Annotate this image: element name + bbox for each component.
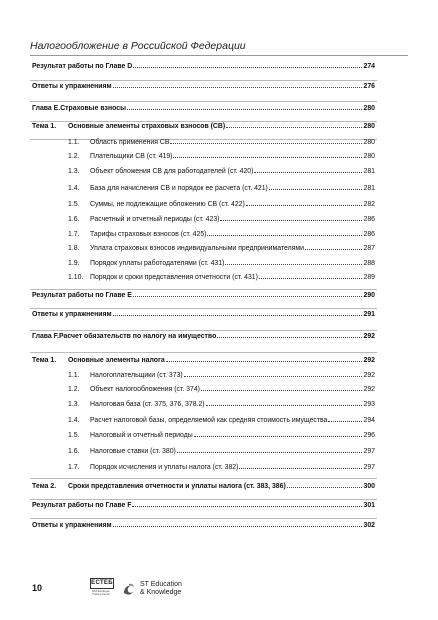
toc-page-number: 281 bbox=[363, 185, 375, 192]
toc-page-number: 274 bbox=[363, 63, 375, 70]
toc-entry-sub[interactable] bbox=[68, 414, 375, 426]
toc-entry-number: Глава F. bbox=[32, 333, 60, 340]
toc-dot-leader bbox=[287, 480, 362, 488]
toc-entry-title: Налогоплательщики (ст. 373) bbox=[90, 372, 183, 379]
training-center-logo-caption: ESS Employee Training Center bbox=[92, 590, 110, 596]
toc-entry-sub[interactable] bbox=[68, 228, 375, 240]
toc-page-number: 281 bbox=[363, 168, 375, 175]
toc-dot-leader bbox=[113, 519, 362, 527]
toc-page-number: 292 bbox=[363, 386, 375, 393]
toc-entry-chapter[interactable] bbox=[32, 102, 375, 114]
toc-page-number: 293 bbox=[363, 401, 375, 408]
toc-entry-summary[interactable] bbox=[32, 60, 375, 72]
toc-dot-leader bbox=[113, 80, 362, 88]
toc-page-number: 291 bbox=[363, 311, 375, 318]
toc-page-number: 297 bbox=[363, 464, 375, 471]
toc-entry-sub[interactable] bbox=[68, 369, 375, 381]
toc-entry-number: 1.3. bbox=[68, 168, 80, 175]
toc-entry-number: 1.2. bbox=[68, 153, 80, 160]
toc-entry-sub[interactable] bbox=[68, 445, 375, 457]
toc-entry-number: 1.5. bbox=[68, 201, 80, 208]
toc-entry-title: База для начисления СВ и порядок ее расчета (ст. 421) bbox=[90, 185, 268, 192]
toc-entry-number: Глава E. bbox=[32, 105, 61, 112]
toc-entry-summary[interactable] bbox=[32, 289, 375, 301]
toc-entry-summary[interactable] bbox=[32, 308, 375, 320]
toc-entry-sub[interactable] bbox=[68, 242, 375, 254]
toc-entry-number: 1.2. bbox=[68, 386, 80, 393]
toc-entry-title: Ответы к упражнениям bbox=[32, 311, 112, 318]
training-center-logo bbox=[90, 578, 112, 600]
toc-entry-title: Результат работы по Главе E bbox=[32, 292, 132, 299]
toc-dot-leader bbox=[246, 198, 362, 206]
toc-entry-topic[interactable] bbox=[32, 354, 375, 366]
toc-entry-chapter[interactable] bbox=[32, 330, 375, 342]
toc-entry-title: Область применения СВ bbox=[90, 139, 170, 146]
toc-dot-leader bbox=[226, 120, 362, 128]
toc-entry-title: Ответы к упражнениям bbox=[32, 522, 112, 529]
running-header: Налогообложение в Российской Федерации bbox=[30, 40, 246, 52]
toc-entry-topic[interactable] bbox=[32, 480, 375, 492]
toc-entry-title: Расчетный и отчетный периоды (ст. 423) bbox=[90, 216, 220, 223]
st-education-line1: ST Education bbox=[140, 581, 182, 588]
toc-page-number: 287 bbox=[363, 245, 375, 252]
toc-entry-title: Расчет налоговой базы, определяемой как средняя стоимость имущества bbox=[90, 417, 328, 424]
toc-entry-number: Тема 1. bbox=[32, 357, 57, 364]
toc-page-number: 289 bbox=[363, 274, 375, 281]
toc-entry-title: Плательщики СВ (ст. 419) bbox=[90, 153, 173, 160]
toc-dot-leader bbox=[166, 354, 362, 362]
toc-entry-sub[interactable] bbox=[68, 198, 375, 210]
toc-page-number: 276 bbox=[363, 83, 375, 90]
toc-entry-number: 1.7. bbox=[68, 231, 80, 238]
toc-entry-title: Порядок и сроки представления отчетности (ст. 431) bbox=[90, 274, 258, 281]
toc-dot-leader bbox=[207, 228, 362, 236]
toc-dot-leader bbox=[132, 499, 362, 507]
toc-dot-leader bbox=[177, 445, 362, 453]
toc-entry-title: Налоговые ставки (ст. 380) bbox=[90, 448, 176, 455]
toc-entry-title: Суммы, не подлежащие обложению СВ (ст. 422) bbox=[90, 201, 245, 208]
toc-entry-sub[interactable] bbox=[68, 271, 375, 283]
toc-entry-title: Страховые взносы bbox=[60, 105, 126, 112]
toc-entry-title: Тарифы страховых взносов (ст. 425) bbox=[90, 231, 207, 238]
training-center-logo-text: ЕСТЕБ bbox=[90, 578, 114, 589]
toc-page-number: 280 bbox=[363, 153, 375, 160]
toc-entry-title: Налоговый и отчетный периоды bbox=[90, 432, 193, 439]
toc-entry-summary[interactable] bbox=[32, 519, 375, 531]
toc-dot-leader bbox=[173, 150, 362, 158]
toc-dot-leader bbox=[269, 182, 362, 190]
toc-entry-sub[interactable] bbox=[68, 213, 375, 225]
toc-entry-number: 1.10. bbox=[68, 274, 84, 281]
toc-entry-number: 1.6. bbox=[68, 448, 80, 455]
toc-page-number: 288 bbox=[363, 260, 375, 267]
page-footer bbox=[30, 574, 408, 604]
toc-dot-leader bbox=[170, 136, 362, 144]
toc-dot-leader bbox=[184, 369, 362, 377]
toc-entry-title: Порядок уплаты работодателями (ст. 431) bbox=[90, 260, 225, 267]
toc-dot-leader bbox=[133, 60, 362, 68]
toc-page-number: 292 bbox=[363, 333, 375, 340]
toc-entry-title: Объект обложения СВ для работодателей (ст. 420) bbox=[90, 168, 254, 175]
toc-entry-number: 1.1. bbox=[68, 372, 80, 379]
toc-entry-title: Расчет обязательств по налогу на имущество bbox=[59, 333, 217, 340]
toc-entry-sub[interactable] bbox=[68, 383, 375, 395]
toc-entry-topic[interactable] bbox=[32, 120, 375, 132]
toc-page-number: 294 bbox=[363, 417, 375, 424]
toc-entry-summary[interactable] bbox=[32, 80, 375, 92]
st-education-mark-icon bbox=[122, 582, 136, 596]
st-education-logo bbox=[122, 578, 182, 600]
toc-page-number: 300 bbox=[363, 483, 375, 490]
toc-dot-leader bbox=[217, 330, 362, 338]
toc-entry-number: 1.6. bbox=[68, 216, 80, 223]
toc-entry-number: 1.4. bbox=[68, 417, 80, 424]
toc-dot-leader bbox=[194, 429, 362, 437]
toc-entry-number: 1.1. bbox=[68, 139, 80, 146]
toc-entry-number: 1.3. bbox=[68, 401, 80, 408]
st-education-line2: & Knowledge bbox=[140, 589, 182, 596]
toc-entry-sub[interactable] bbox=[68, 429, 375, 441]
toc-page-number: 280 bbox=[363, 105, 375, 112]
toc-page-number: 301 bbox=[363, 502, 375, 509]
toc-page-number: 286 bbox=[363, 216, 375, 223]
toc-dot-leader bbox=[113, 308, 362, 316]
toc-dot-leader bbox=[305, 242, 362, 250]
section-divider bbox=[30, 352, 377, 353]
toc-dot-leader bbox=[254, 165, 362, 173]
toc-entry-sub[interactable] bbox=[68, 182, 375, 194]
toc-page-number: 286 bbox=[363, 231, 375, 238]
toc-dot-leader bbox=[259, 271, 362, 279]
toc-entry-sub[interactable] bbox=[68, 150, 375, 162]
toc-entry-title: Ответы к упражнениям bbox=[32, 83, 112, 90]
toc-entry-title: Основные элементы налога bbox=[68, 357, 165, 364]
toc-entry-number: 1.5. bbox=[68, 432, 80, 439]
toc-page-number: 292 bbox=[363, 357, 375, 364]
toc-page-number: 280 bbox=[363, 123, 375, 130]
section-divider bbox=[30, 478, 377, 479]
toc-page-number: 297 bbox=[363, 448, 375, 455]
toc-entry-sub[interactable] bbox=[68, 398, 375, 410]
toc-entry-sub[interactable] bbox=[68, 461, 375, 473]
toc-dot-leader bbox=[225, 257, 362, 265]
toc-entry-title: Объект налогообложения (ст. 374) bbox=[90, 386, 200, 393]
toc-dot-leader bbox=[220, 213, 362, 221]
toc-entry-number: Тема 2. bbox=[32, 483, 57, 490]
toc-entry-number: Тема 1. bbox=[32, 123, 57, 130]
toc-entry-title: Уплата страховых взносов индивидуальными предпринимателями bbox=[90, 245, 304, 252]
toc-entry-title: Результат работы по Главе D bbox=[32, 63, 133, 70]
toc-page-number: 280 bbox=[363, 139, 375, 146]
toc-dot-leader bbox=[328, 414, 362, 422]
toc-dot-leader bbox=[239, 461, 362, 469]
toc-entry-sub[interactable] bbox=[68, 165, 375, 177]
toc-page-number: 292 bbox=[363, 372, 375, 379]
toc-entry-number: 1.9. bbox=[68, 260, 80, 267]
toc-entry-title: Сроки представления отчетности и уплаты налога (ст. 383, 386) bbox=[68, 483, 286, 490]
toc-entry-title: Результат работы по Главе F bbox=[32, 502, 132, 509]
toc-page-number: 296 bbox=[363, 432, 375, 439]
toc-entry-title: Порядок исчисления и уплаты налога (ст. 382) bbox=[90, 464, 239, 471]
toc-dot-leader bbox=[127, 102, 362, 110]
toc-entry-title: Основные элементы страховых взносов (СВ) bbox=[68, 123, 226, 130]
page-number: 10 bbox=[32, 583, 43, 593]
toc-page-number: 302 bbox=[363, 522, 375, 529]
toc-dot-leader bbox=[206, 398, 362, 406]
toc-entry-sub[interactable] bbox=[68, 136, 375, 148]
toc-entry-number: 1.4. bbox=[68, 185, 80, 192]
toc-page-number: 282 bbox=[363, 201, 375, 208]
toc-dot-leader bbox=[133, 289, 362, 297]
toc-entry-title: Налоговая база (ст. 375, 376, 378.2) bbox=[90, 401, 205, 408]
toc-page-number: 290 bbox=[363, 292, 375, 299]
toc-entry-sub[interactable] bbox=[68, 257, 375, 269]
toc-entry-number: 1.7. bbox=[68, 464, 80, 471]
toc-entry-number: 1.8. bbox=[68, 245, 80, 252]
toc-dot-leader bbox=[201, 383, 362, 391]
toc-entry-summary[interactable] bbox=[32, 499, 375, 511]
